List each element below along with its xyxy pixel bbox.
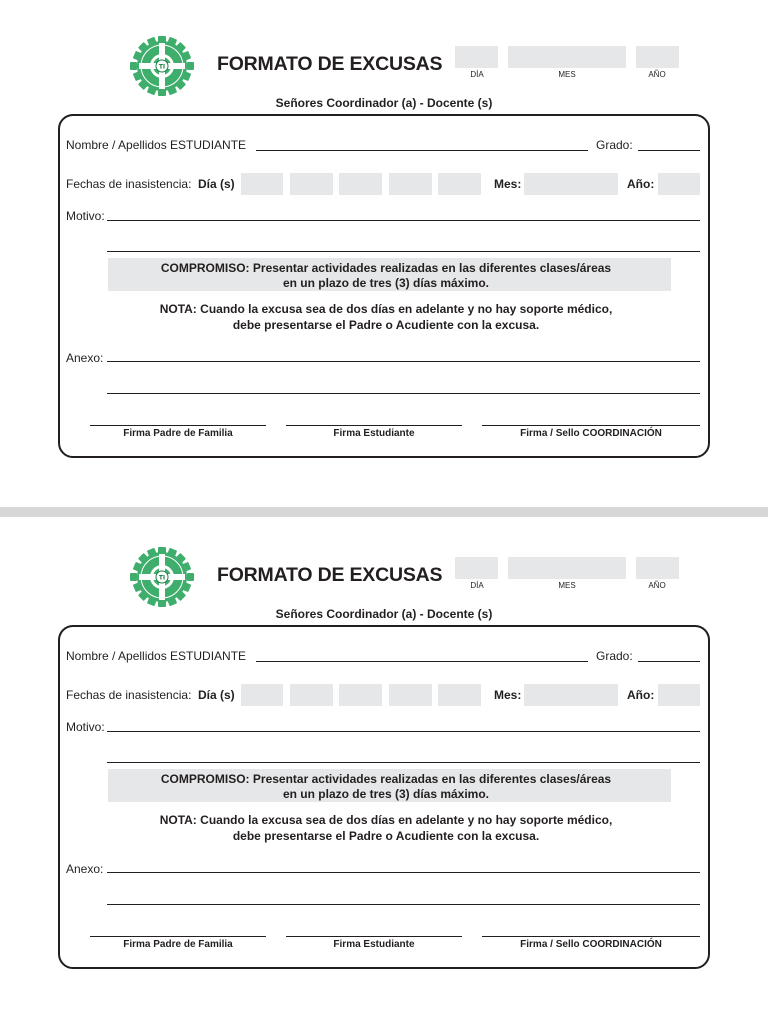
svg-text:TI: TI (158, 574, 166, 582)
student-signature-line[interactable] (286, 425, 462, 426)
parent-signature-label: Firma Padre de Familia (123, 428, 233, 439)
annex-label: Anexo: (66, 351, 104, 365)
student-name-label: Nombre / Apellidos ESTUDIANTE (66, 649, 247, 663)
commitment-text-1: Presentar actividades realizadas en las diferentes clases/áreas (252, 772, 612, 786)
header-month-field[interactable] (508, 46, 626, 68)
student-name-line[interactable] (256, 150, 588, 151)
coordination-signature-label: Firma / Sello COORDINACIÓN (520, 939, 662, 950)
student-name-label: Nombre / Apellidos ESTUDIANTE (66, 138, 247, 152)
day-field-1[interactable] (241, 684, 283, 706)
days-label: Día (s) (198, 177, 235, 191)
parent-signature-line[interactable] (90, 936, 266, 937)
annex-line-2[interactable] (107, 393, 700, 394)
note-keyword: NOTA: (159, 302, 197, 316)
absence-dates-label: Fechas de inasistencia: (66, 688, 192, 702)
day-field-5[interactable] (438, 684, 481, 706)
reason-line-1[interactable] (107, 731, 700, 732)
form-panel (58, 625, 710, 969)
school-seal-logo-icon (130, 547, 194, 607)
day-field-2[interactable] (290, 684, 333, 706)
commitment-line-2: en un plazo de tres (3) días máximo. (282, 276, 490, 290)
student-name-line[interactable] (256, 661, 588, 662)
student-signature-line[interactable] (286, 936, 462, 937)
header-day-label: DÍA (470, 70, 484, 79)
month-field[interactable] (524, 684, 618, 706)
reason-line-2[interactable] (107, 762, 700, 763)
svg-text:TI: TI (158, 63, 166, 71)
note-line-2: debe presentarse el Padre o Acudiente con la excusa. (232, 318, 540, 332)
header-year-label: AÑO (648, 581, 666, 590)
excuse-form-bottom (0, 541, 768, 981)
excuse-form-top (0, 30, 768, 470)
note-text-1: Cuando la excusa sea de dos días en adelante y no hay soporte médico, (200, 302, 613, 316)
day-field-4[interactable] (389, 684, 432, 706)
student-signature-label: Firma Estudiante (333, 428, 415, 439)
day-field-3[interactable] (339, 684, 382, 706)
header-month-label: MES (558, 581, 576, 590)
header-year-field[interactable] (636, 46, 679, 68)
reason-label: Motivo: (66, 720, 105, 734)
coordination-signature-line[interactable] (482, 936, 700, 937)
annex-label: Anexo: (66, 862, 104, 876)
parent-signature-line[interactable] (90, 425, 266, 426)
annex-line-1[interactable] (107, 872, 700, 873)
reason-label: Motivo: (66, 209, 105, 223)
month-field[interactable] (524, 173, 618, 195)
coordination-signature-label: Firma / Sello COORDINACIÓN (520, 428, 662, 439)
header-year-label: AÑO (648, 70, 666, 79)
form-panel (58, 114, 710, 458)
day-field-2[interactable] (290, 173, 333, 195)
year-label: Año: (627, 177, 655, 191)
annex-line-1[interactable] (107, 361, 700, 362)
student-signature-label: Firma Estudiante (333, 939, 415, 950)
parent-signature-label: Firma Padre de Familia (123, 939, 233, 950)
salutation: Señores Coordinador (a) - Docente (s) (275, 607, 493, 621)
commitment-line-1 (60, 261, 712, 275)
commitment-text-1: Presentar actividades realizadas en las diferentes clases/áreas (252, 261, 612, 275)
grade-label: Grado: (596, 138, 633, 152)
annex-line-2[interactable] (107, 904, 700, 905)
note-line-1 (60, 302, 712, 316)
year-label: Año: (627, 688, 655, 702)
month-label: Mes: (494, 688, 522, 702)
header-month-field[interactable] (508, 557, 626, 579)
grade-line[interactable] (638, 661, 700, 662)
day-field-3[interactable] (339, 173, 382, 195)
header-month-label: MES (558, 70, 576, 79)
commitment-line-1 (60, 772, 712, 786)
salutation: Señores Coordinador (a) - Docente (s) (275, 96, 493, 110)
note-text-1: Cuando la excusa sea de dos días en adelante y no hay soporte médico, (200, 813, 613, 827)
month-label: Mes: (494, 177, 522, 191)
note-keyword: NOTA: (159, 813, 197, 827)
grade-line[interactable] (638, 150, 700, 151)
header-day-field[interactable] (455, 46, 498, 68)
year-field[interactable] (658, 684, 700, 706)
year-field[interactable] (658, 173, 700, 195)
page-divider (0, 507, 768, 517)
form-title: FORMATO DE EXCUSAS (217, 564, 443, 586)
note-line-1 (60, 813, 712, 827)
grade-label: Grado: (596, 649, 633, 663)
reason-line-2[interactable] (107, 251, 700, 252)
days-label: Día (s) (198, 688, 235, 702)
absence-dates-label: Fechas de inasistencia: (66, 177, 192, 191)
form-title: FORMATO DE EXCUSAS (217, 53, 443, 75)
day-field-4[interactable] (389, 173, 432, 195)
header-year-field[interactable] (636, 557, 679, 579)
header-day-field[interactable] (455, 557, 498, 579)
school-seal-logo-icon (130, 36, 194, 96)
header-day-label: DÍA (470, 581, 484, 590)
commitment-line-2: en un plazo de tres (3) días máximo. (282, 787, 490, 801)
day-field-1[interactable] (241, 173, 283, 195)
day-field-5[interactable] (438, 173, 481, 195)
reason-line-1[interactable] (107, 220, 700, 221)
commitment-keyword: COMPROMISO: (160, 772, 250, 786)
commitment-keyword: COMPROMISO: (160, 261, 250, 275)
note-line-2: debe presentarse el Padre o Acudiente con la excusa. (232, 829, 540, 843)
coordination-signature-line[interactable] (482, 425, 700, 426)
